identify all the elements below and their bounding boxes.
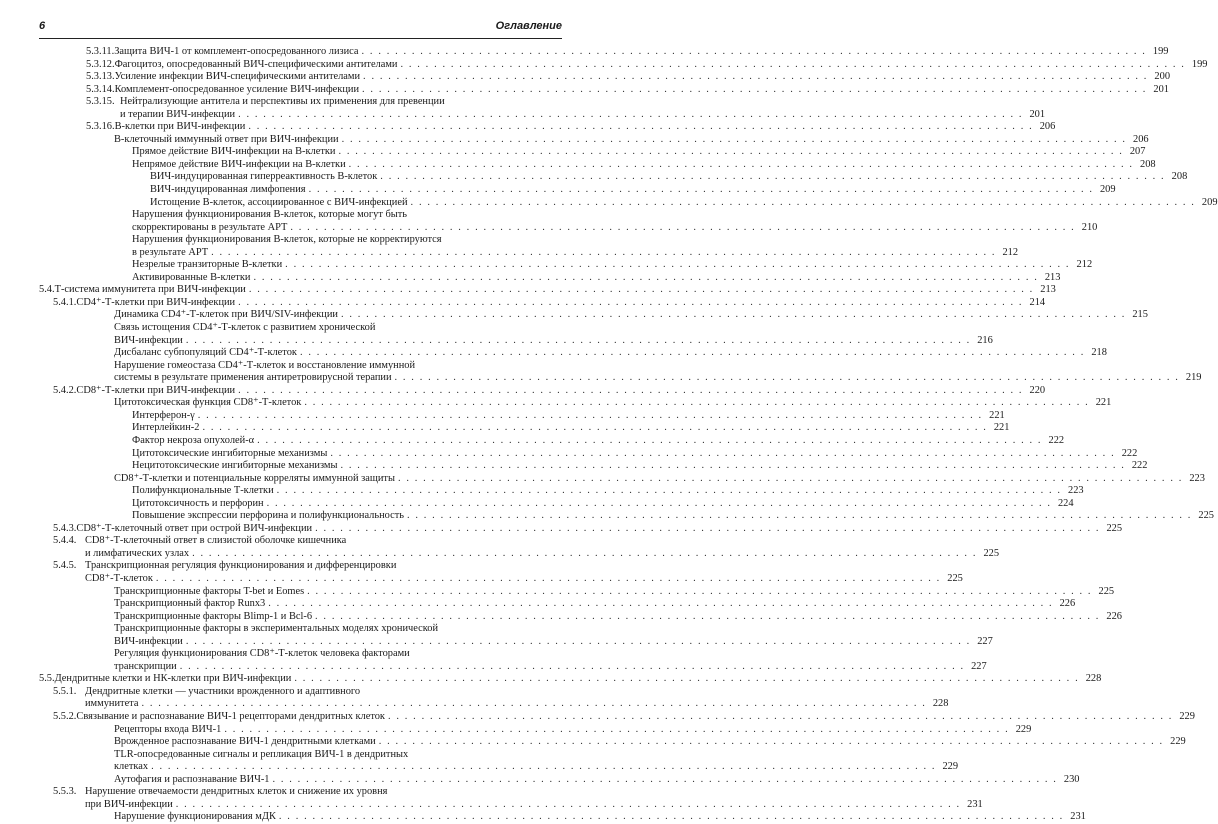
dot-leader	[186, 335, 971, 348]
entry-title-continuation: системы в результате применения антиретровирусной терапии	[114, 372, 392, 384]
entry-title: ВИЧ-индуцированная гиперреактивность В-клеток	[150, 171, 378, 183]
toc-entry[interactable]	[39, 710, 1195, 724]
dot-leader	[273, 774, 1058, 787]
entry-title-continuation: ВИЧ-инфекции	[114, 635, 183, 647]
section-number: 5.4.3.	[53, 522, 77, 534]
entry-title: Полифункциональные Т-клетки	[132, 485, 274, 497]
dot-leader	[156, 573, 941, 586]
toc-entry[interactable]	[39, 158, 1156, 172]
toc-entry[interactable]	[39, 384, 1046, 398]
toc-entry[interactable]	[39, 196, 1218, 210]
section-number: 5.3.16.	[86, 121, 115, 133]
page-ref: 222	[1121, 447, 1138, 459]
entry-title: Связь истощения CD4⁺-Т-клеток с развитием хронической	[114, 322, 376, 334]
page-ref: 220	[1029, 384, 1046, 396]
entry-title: Нарушения функционирования В-клеток, которые могут быть	[132, 209, 408, 221]
entry-title-continuation: скорректированы в результате АРТ	[132, 221, 288, 233]
toc-entry[interactable]	[39, 96, 1046, 121]
dot-leader	[248, 121, 1033, 134]
toc-entry[interactable]	[39, 723, 1032, 737]
entry-title: ВИЧ-индуцированная лимфопения	[150, 184, 306, 196]
entry-title: Нейтрализующие антитела и перспективы их применения для превенции	[120, 96, 445, 108]
dot-leader	[342, 134, 1127, 147]
dot-leader	[202, 422, 987, 435]
section-number: 5.4.1.	[53, 296, 77, 308]
page-ref: 228	[1085, 673, 1102, 685]
toc-entry[interactable]	[39, 296, 1046, 310]
page-ref: 224	[1057, 497, 1074, 509]
section-number: 5.3.13.	[86, 71, 115, 83]
page-ref: 208	[1140, 158, 1156, 170]
running-header	[39, 18, 562, 39]
toc-entry[interactable]	[39, 347, 1107, 360]
entry-title: Интерферон-γ	[132, 409, 195, 421]
section-number: 5.5.1.	[53, 685, 77, 697]
entry-title: CD4⁺-Т-клетки при ВИЧ-инфекции	[76, 296, 236, 308]
toc-entry[interactable]	[39, 736, 1186, 749]
dot-leader	[309, 184, 1094, 197]
entry-title: CD8⁺-Т-клеточный ответ в слизистой оболочке кишечника	[85, 535, 347, 547]
entry-title: Интерлейкин-2	[132, 422, 200, 434]
dot-leader	[380, 171, 1165, 184]
entry-title: CD8⁺-Т-клетки при ВИЧ-инфекции	[76, 384, 236, 396]
entry-title: Регуляция функционирования CD8⁺-Т-клеток человека факторами	[114, 648, 410, 660]
page-ref: 231	[1070, 811, 1086, 823]
entry-title: Прямое действие ВИЧ-инфекции на В-клетки	[132, 146, 336, 158]
page-ref: 229	[1170, 736, 1186, 748]
section-number: 5.3.11.	[86, 46, 115, 57]
toc-entry[interactable]	[39, 322, 993, 347]
toc-entry[interactable]	[39, 171, 1188, 184]
page-ref: 207	[1129, 146, 1146, 158]
entry-title: В-клетки при ВИЧ-инфекции	[114, 121, 246, 133]
entry-title: Фактор некроза опухолей-α	[132, 434, 255, 446]
page-ref: 225	[1106, 522, 1123, 534]
entry-title: Транскрипционная регуляция функционирования и дифференцировки	[85, 560, 397, 572]
entry-title: Нарушение гомеостаза CD4⁺-Т-клеток и восстановление иммунной	[114, 359, 416, 371]
toc-entry[interactable]	[39, 773, 1080, 787]
toc-entry[interactable]	[39, 460, 1148, 473]
section-number: 5.3.12.	[86, 58, 115, 70]
dot-leader	[192, 548, 977, 561]
page-ref: 201	[1029, 108, 1046, 120]
entry-title-continuation: в результате АРТ	[132, 246, 209, 258]
page-ref: 218	[1091, 347, 1107, 359]
section-number: 5.4.2.	[53, 384, 77, 396]
entry-title: Нарушение функционирования мДК	[114, 811, 276, 823]
page-ref: 229	[1015, 723, 1032, 735]
dot-leader	[338, 146, 1123, 159]
toc-entry[interactable]	[39, 309, 1148, 322]
dot-leader	[379, 736, 1164, 749]
dot-leader	[398, 473, 1183, 486]
dot-leader	[290, 222, 1075, 235]
toc-entry[interactable]	[39, 811, 1086, 824]
entry-title-continuation: транскрипции	[114, 660, 177, 672]
page-ref: 225	[983, 547, 1000, 559]
toc-entry[interactable]	[39, 58, 1208, 72]
entry-title: Динамика CD4⁺-Т-клеток при ВИЧ/SIV-инфекции	[114, 309, 338, 321]
page-ref: 199	[1191, 58, 1208, 70]
toc-entry[interactable]	[39, 271, 1061, 285]
entry-title: Цитотоксические ингибиторные механизмы	[132, 447, 328, 459]
toc-entry[interactable]	[39, 535, 1000, 560]
dot-leader	[395, 372, 1180, 385]
page-ref: 210	[1081, 221, 1098, 233]
toc-entry[interactable]	[39, 234, 1019, 259]
page-ref: 230	[1063, 773, 1080, 785]
dot-leader	[257, 435, 1042, 448]
dot-leader	[300, 347, 1085, 360]
toc-entry[interactable]	[39, 259, 1093, 272]
page-ref: 216	[977, 334, 993, 346]
section-number: 5.3.15.	[86, 96, 115, 108]
toc-entry[interactable]	[39, 359, 1202, 385]
dot-leader	[330, 448, 1115, 461]
dot-leader	[238, 109, 1023, 122]
section-number: 5.5.2.	[53, 710, 77, 722]
entry-title: CD8⁺-Т-клеточный ответ при острой ВИЧ-инфекции	[76, 522, 313, 534]
entry-title: Цитотоксичность и перфорин	[132, 497, 264, 509]
dot-leader	[151, 761, 936, 774]
dot-leader	[186, 636, 971, 649]
page-ref: 213	[1044, 271, 1061, 283]
toc-entry[interactable]	[39, 522, 1123, 536]
page-ref: 221	[1095, 397, 1112, 409]
toc-entry[interactable]	[39, 83, 1169, 97]
page-ref: 199	[1152, 46, 1169, 57]
entry-title: Нарушения функционирования В-клеток, которые не корректируются	[132, 234, 442, 246]
toc-entry[interactable]	[39, 497, 1074, 511]
toc-entry[interactable]	[39, 510, 1214, 523]
page-ref: 229	[942, 761, 959, 773]
page-ref: 209	[1201, 196, 1218, 208]
page-number: 6	[39, 20, 46, 32]
entry-title-continuation: клетках	[114, 761, 149, 773]
toc-entry[interactable]	[39, 284, 1056, 297]
page-ref: 229	[1179, 710, 1195, 722]
dot-leader	[401, 59, 1186, 72]
toc-entry[interactable]	[39, 133, 1149, 147]
entry-title: Дендритные клетки — участники врожденного и адаптивного	[85, 685, 361, 697]
dot-leader	[363, 71, 1148, 84]
entry-title: Повышение экспрессии перфорина и полифункциональность	[132, 510, 404, 522]
entry-title: В-клеточный иммунный ответ при ВИЧ-инфекции	[114, 133, 339, 145]
dot-leader	[307, 586, 1092, 599]
page-ref: 219	[1185, 372, 1202, 384]
dot-leader	[285, 259, 1070, 272]
dot-leader	[411, 197, 1196, 210]
dot-leader	[315, 523, 1100, 536]
toc-entry[interactable]	[39, 46, 1169, 59]
dot-leader	[407, 510, 1192, 523]
toc-entry[interactable]	[39, 560, 963, 585]
dot-leader	[349, 159, 1134, 172]
page-ref: 225	[1098, 585, 1115, 597]
dot-leader	[268, 598, 1053, 611]
running-title: Оглавление	[495, 20, 562, 32]
toc-entry[interactable]	[39, 585, 1115, 599]
dot-leader	[176, 799, 961, 812]
page-ref: 226	[1106, 610, 1122, 622]
page-ref: 200	[1154, 71, 1171, 83]
section-number: 5.4.5.	[53, 560, 77, 572]
entry-title: Истощение В-клеток, ассоциированное с ВИЧ-инфекцией	[150, 196, 408, 208]
toc-entry[interactable]	[39, 598, 1076, 611]
page-ref: 212	[1076, 259, 1093, 271]
dot-leader	[304, 397, 1089, 410]
toc-entry[interactable]	[39, 397, 1112, 410]
section-number: 5.4.	[39, 284, 55, 296]
page-ref: 227	[977, 635, 993, 647]
page-ref: 223	[1189, 472, 1205, 484]
section-number: 5.5.3.	[53, 786, 77, 798]
page-ref: 225	[947, 572, 963, 584]
entry-title: Врожденное распознавание ВИЧ-1 дендритными клетками	[114, 736, 376, 748]
dot-leader	[294, 673, 1079, 686]
toc-entry[interactable]	[39, 121, 1056, 134]
table-of-contents	[39, 46, 1218, 824]
toc-entry[interactable]	[39, 409, 1005, 423]
toc-entry[interactable]	[39, 209, 1098, 234]
entry-title: Т-система иммунитета при ВИЧ-инфекции	[54, 284, 246, 296]
entry-title: Транскрипционные факторы в экспериментальных моделях хронической	[114, 623, 439, 635]
page-ref: 215	[1132, 309, 1148, 321]
toc-entry[interactable]	[39, 685, 949, 711]
dot-leader	[238, 385, 1023, 398]
entry-title: Цитотоксическая функция CD8⁺-Т-клеток	[114, 397, 302, 409]
dot-leader	[341, 309, 1126, 322]
entry-title: Транскрипционные факторы Blimp-1 и Bcl-6	[114, 610, 313, 622]
entry-title: Незрелые транзиторные В-клетки	[132, 259, 283, 271]
toc-entry[interactable]	[39, 673, 1102, 686]
entry-title-continuation: и терапии ВИЧ-инфекции	[120, 108, 236, 120]
toc-entry[interactable]	[39, 146, 1146, 159]
dot-leader	[238, 297, 1023, 310]
entry-title-continuation: при ВИЧ-инфекции	[85, 798, 173, 810]
dot-leader	[141, 698, 926, 711]
dot-leader	[340, 460, 1125, 473]
entry-title: Нецитотоксические ингибиторные механизмы	[132, 460, 338, 472]
entry-title: Комплемент-опосредованное усиление ВИЧ-инфекции	[114, 83, 360, 95]
dot-leader	[211, 247, 996, 260]
page-ref: 225	[1198, 510, 1214, 522]
page-ref: 209	[1099, 184, 1116, 196]
entry-title: Непрямое действие ВИЧ-инфекции на В-клетки	[132, 158, 346, 170]
entry-title: Дисбаланс субпопуляций CD4⁺-Т-клеток	[114, 347, 297, 359]
page-ref: 221	[989, 409, 1005, 421]
toc-entry[interactable]	[39, 472, 1205, 486]
section-number: 5.4.4.	[53, 535, 77, 547]
page-ref: 212	[1002, 246, 1019, 258]
entry-title: Защита ВИЧ-1 от комплемент-опосредованного лизиса	[114, 46, 359, 57]
toc-entry[interactable]	[39, 422, 1010, 435]
dot-leader	[224, 724, 1009, 737]
toc-entry[interactable]	[39, 748, 959, 774]
entry-title-continuation: иммунитета	[85, 698, 139, 710]
section-number: 5.3.14.	[86, 83, 115, 95]
page-ref: 201	[1153, 83, 1169, 95]
dot-leader	[249, 284, 1034, 297]
entry-title: Дендритные клетки и НК-клетки при ВИЧ-инфекции	[54, 673, 292, 685]
page-ref: 222	[1048, 434, 1065, 446]
page-ref: 206	[1133, 133, 1149, 145]
page-ref: 231	[967, 798, 983, 810]
entry-title-continuation: и лимфатических узлах	[85, 547, 190, 559]
dot-leader	[362, 84, 1147, 97]
dot-leader	[198, 410, 983, 423]
page-ref: 208	[1171, 171, 1188, 183]
toc-entry[interactable]	[39, 184, 1116, 197]
dot-leader	[279, 811, 1064, 824]
entry-title: CD8⁺-Т-клетки и потенциальные корреляты иммунной защиты	[114, 472, 395, 484]
entry-title: Транскрипционный фактор Runx3	[114, 598, 266, 610]
page-ref: 221	[993, 422, 1010, 434]
toc-entry[interactable]	[39, 648, 987, 673]
entry-title: Нарушение отвечаемости дендритных клеток и снижение их уровня	[85, 786, 388, 798]
toc-entry[interactable]	[39, 610, 1122, 624]
toc-entry[interactable]	[39, 71, 1171, 84]
entry-title-continuation: ВИЧ-инфекции	[114, 334, 183, 346]
entry-title: Рецепторы входа ВИЧ-1	[114, 723, 222, 735]
dot-leader	[267, 498, 1052, 511]
entry-title: Усиление инфекции ВИЧ-специфическими антителами	[114, 71, 361, 83]
entry-title: Связывание и распознавание ВИЧ-1 рецепторами дендритных клеток	[76, 710, 385, 722]
toc-entry[interactable]	[39, 623, 993, 648]
toc-entry[interactable]	[39, 485, 1084, 498]
page-ref: 228	[932, 698, 949, 710]
page-ref: 226	[1059, 598, 1076, 610]
page-ref: 206	[1039, 121, 1056, 133]
dot-leader	[315, 611, 1100, 624]
entry-title: Транскрипционные факторы T-bet и Eomes	[114, 585, 305, 597]
dot-leader	[362, 46, 1147, 59]
dot-leader	[180, 661, 965, 674]
toc-entry[interactable]	[39, 447, 1138, 461]
section-number: 5.5.	[39, 673, 55, 685]
page-ref: 223	[1068, 485, 1084, 497]
dot-leader	[277, 485, 1062, 498]
entry-title: Активированные В-клетки	[132, 271, 251, 283]
page-ref: 214	[1029, 296, 1046, 308]
page-ref: 213	[1040, 284, 1056, 296]
entry-title: Аутофагия и распознавание ВИЧ-1	[114, 773, 270, 785]
dot-leader	[388, 711, 1173, 724]
entry-title-continuation: CD8⁺-Т-клеток	[85, 572, 153, 584]
page-ref: 222	[1131, 460, 1148, 472]
entry-title: Фагоцитоз, опосредованный ВИЧ-специфическими антителами	[114, 58, 398, 70]
toc-entry[interactable]	[39, 786, 983, 811]
toc-entry[interactable]	[39, 434, 1065, 448]
dot-leader	[253, 272, 1038, 285]
page-ref: 227	[971, 660, 987, 672]
entry-title: TLR-опосредованные сигналы и репликация ВИЧ-1 в дендритных	[114, 748, 409, 760]
